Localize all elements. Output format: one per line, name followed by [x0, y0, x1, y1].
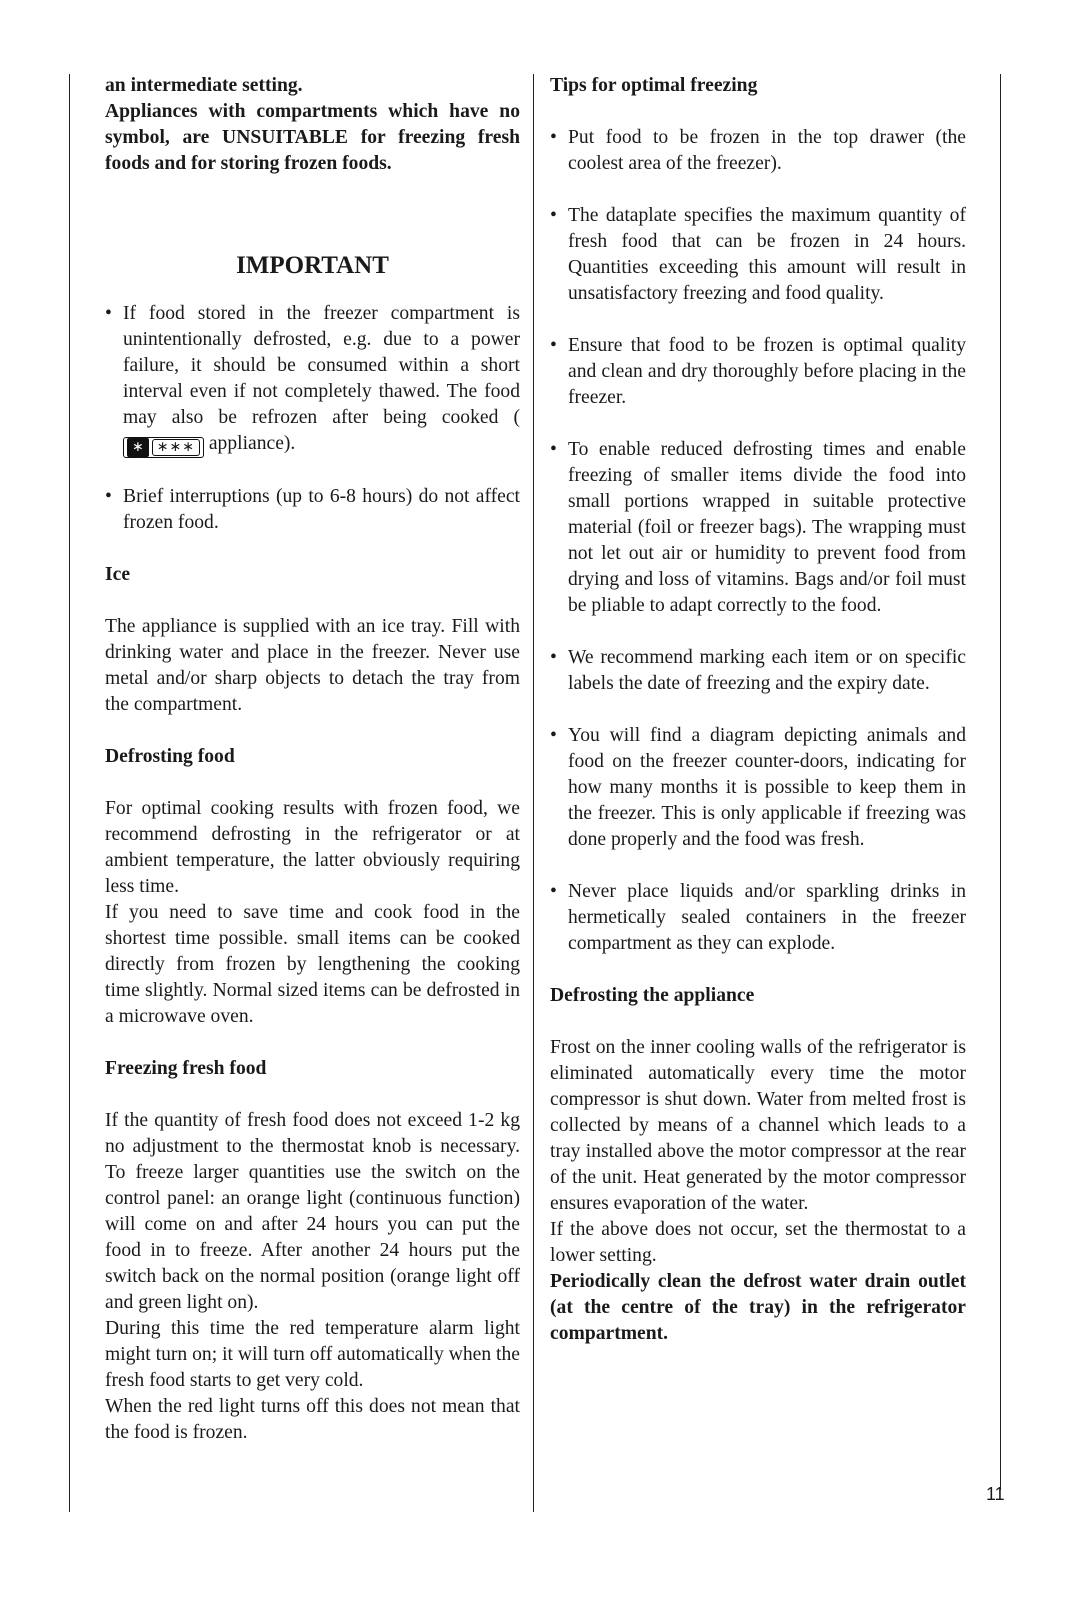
left-column: [105, 73, 520, 1446]
ice-text: The appliance is supplied with an ice tray. Fill with drinking water and place in the freezer. Never use metal and/or sharp objects to detach the tray from the compartment.: [105, 616, 520, 715]
single-star-symbol: ∗: [127, 438, 149, 457]
triple-star-symbol: ∗∗∗: [152, 439, 200, 456]
defrosting-food-paragraph-2: If you need to save time and cook food in the shortest time possible. small items can be cooked directly from frozen by lengthening the cooking time slightly. Normal sized items can be defrosted in a microwave oven.: [105, 902, 520, 1027]
defrosting-appliance-paragraph-2: If the above does not occur, set the thermostat to a lower setting.: [550, 1219, 966, 1266]
important-bullet-defrosted: [105, 301, 520, 458]
defrosting-appliance-heading: Defrosting the appliance: [550, 985, 755, 1006]
right-margin-rule: [1000, 74, 1001, 1490]
paren-open: (: [513, 407, 520, 428]
tip-item: • You will find a diagram depicting animals and food on the freezer counter-doors, indicating for how many months it is possible to keep them in the freezer. This is only applicable if freezing was done properly and the food was fresh.: [550, 723, 966, 853]
freezer-star-rating-icon: [123, 437, 204, 458]
defrosting-appliance-warning: Periodically clean the defrost water drain outlet (at the centre of the tray) in the refrigerator compartment.: [550, 1271, 966, 1344]
column-divider-rule: [533, 74, 534, 1512]
freezing-fresh-food-heading: Freezing fresh food: [105, 1058, 267, 1079]
page-number: 11: [986, 1484, 1005, 1504]
tips-heading: Tips for optimal freezing: [550, 75, 758, 96]
left-margin-rule: [69, 74, 70, 1512]
bullet-text-end: appliance).: [208, 433, 296, 454]
important-bullet-interruptions: • Brief interruptions (up to 6-8 hours) do not affect frozen food.: [105, 484, 520, 536]
tip-item: • Ensure that food to be frozen is optimal quality and clean and dry thoroughly before placing in the freezer.: [550, 333, 966, 411]
important-title: IMPORTANT: [236, 252, 389, 279]
defrosting-appliance-paragraph-1: Frost on the inner cooling walls of the refrigerator is eliminated automatically every time the motor compressor is shut down. Water from melted frost is collected by means of a channel which leads to a tray installed above the motor compressor at the rear of the unit. Heat generated by the motor compressor ensures evaporation of the water.: [550, 1037, 966, 1214]
tip-item: • Put food to be frozen in the top drawer (the coolest area of the freezer).: [550, 125, 966, 177]
tip-item: • To enable reduced defrosting times and enable freezing of smaller items divide the food into small portions wrapped in suitable protective material (foil or freezer bags). The wrapping must not let out air or humidity to prevent food from drying and loss of vitamins. Bags and/or foil must be pliable to adapt correctly to the food.: [550, 437, 966, 619]
tip-item: • We recommend marking each item or on specific labels the date of freezing and the expiry date.: [550, 645, 966, 697]
right-column: [550, 73, 966, 1347]
tip-item: • Never place liquids and/or sparkling drinks in hermetically sealed containers in the freezer compartment as they can explode.: [550, 879, 966, 957]
defrosting-food-paragraph-1: For optimal cooking results with frozen food, we recommend defrosting in the refrigerator or at ambient temperature, the latter obviously requiring less time.: [105, 798, 520, 897]
tips-list: [550, 125, 966, 957]
important-list: [105, 301, 520, 536]
defrosting-food-heading: Defrosting food: [105, 746, 235, 767]
freezing-fresh-food-paragraph-1: If the quantity of fresh food does not exceed 1-2 kg no adjustment to the thermostat knob is necessary. To freeze larger quantities use the switch on the control panel: an orange light (continuous function) will come on and after 24 hours you can put the food in to freeze. After another 24 hours put the switch back on the normal position (orange light off and green light on).: [105, 1110, 520, 1313]
freezing-fresh-food-paragraph-3: When the red light turns off this does not mean that the food is frozen.: [105, 1396, 520, 1443]
bullet-text: If food stored in the freezer compartment is unintentionally defrosted, e.g. due to a power failure, it should be consumed within a short interval even if not completely thawed. The food may also be refrozen after being cooked: [123, 303, 520, 428]
unsuitable-warning: Appliances with compartments which have no symbol, are UNSUITABLE for freezing fresh foods and for storing frozen foods.: [105, 101, 520, 174]
ice-heading: Ice: [105, 564, 131, 585]
freezing-fresh-food-paragraph-2: During this time the red temperature alarm light might turn on; it will turn off automatically when the fresh food starts to get very cold.: [105, 1318, 520, 1391]
tip-item: • The dataplate specifies the maximum quantity of fresh food that can be frozen in 24 hours. Quantities exceeding this amount will result in unsatisfactory freezing and food quality.: [550, 203, 966, 307]
intro-line: an intermediate setting.: [105, 75, 303, 96]
